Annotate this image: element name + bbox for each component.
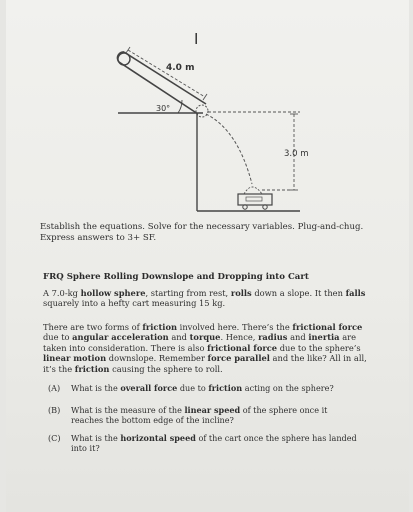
angle-label: 30° <box>156 104 171 113</box>
cart-icon <box>238 187 272 209</box>
question-text: What is the measure of the linear speed of the sphere once it reaches the bottom edge of the incline? <box>71 405 328 426</box>
text-cursor-icon: I <box>194 30 199 48</box>
question-text: What is the overall force due to friction acting on the sphere? <box>71 383 334 393</box>
sphere-start-icon <box>118 53 130 65</box>
sphere-edge-icon <box>196 105 208 117</box>
question-b <box>48 405 358 425</box>
question-c <box>48 433 358 453</box>
instructions-line-2: Express answers to 3+ SF. <box>40 233 157 243</box>
question-a <box>48 383 358 393</box>
problem-title: FRQ Sphere Rolling Downslope and Dropping into Cart <box>43 272 309 282</box>
incline-length-label: 4.0 m <box>166 63 195 73</box>
trajectory-path <box>206 114 252 184</box>
question-label: (A) <box>48 383 61 393</box>
height-label: 3.0 m <box>284 149 309 159</box>
instructions <box>40 222 370 244</box>
incline-top-edge <box>124 52 206 104</box>
incline-diagram <box>0 0 413 215</box>
question-text: What is the horizontal speed of the cart once the sphere has landed into it? <box>71 433 357 454</box>
instructions-line-1: Establish the equations. Solve for the necessary variables. Plug-and-chug. <box>40 222 364 232</box>
question-label: (B) <box>48 405 61 415</box>
friction-paragraph: There are two forms of friction involved here. There’s the frictional force due to angular acceleration and torque. Hence, radius and inertia are taken into consideration. There is also frictional force due to the sphere’s linear motion downslope. Remember force parallel and the like? All in all, it’s the friction causing the sphere to roll. <box>43 322 367 374</box>
problem-intro: A 7.0-kg hollow sphere, starting from rest, rolls down a slope. It then falls squarely into a hefty cart measuring 15 kg. <box>43 288 366 309</box>
question-label: (C) <box>48 433 61 443</box>
